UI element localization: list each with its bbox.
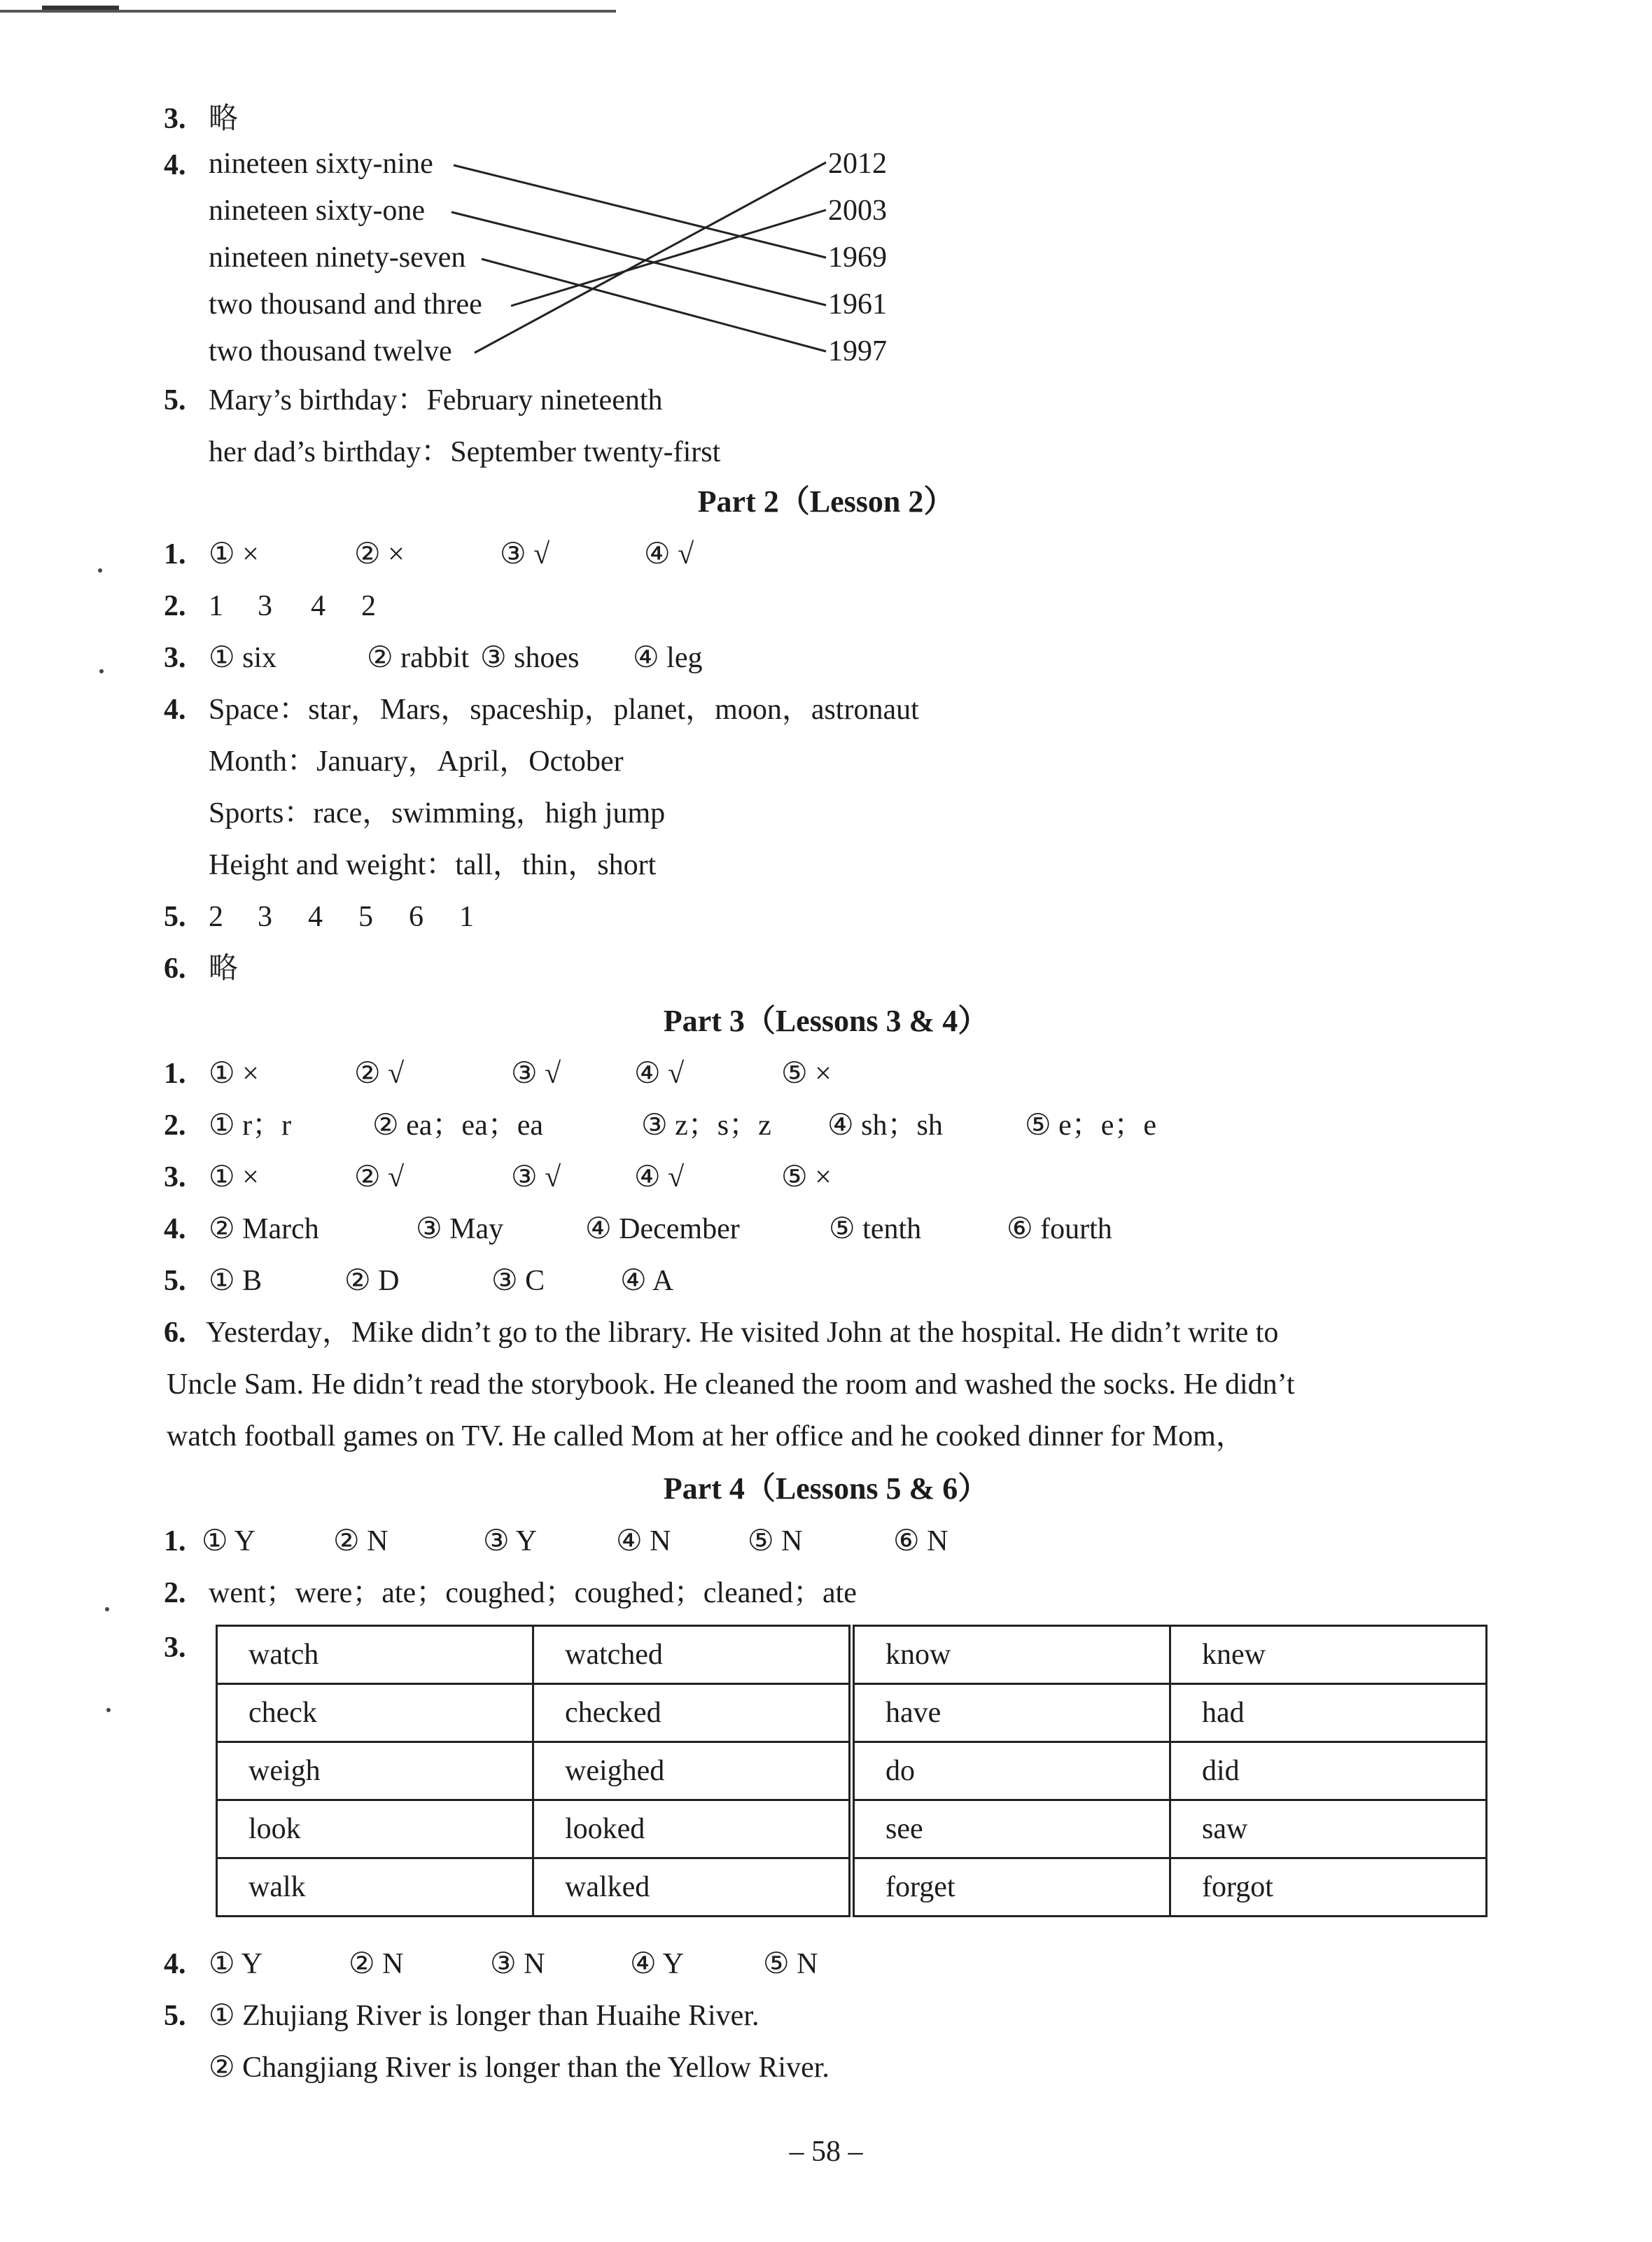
table-cell: knew: [1170, 1626, 1487, 1684]
match-line-2003: [511, 210, 826, 306]
table-cell: weighed: [533, 1742, 852, 1800]
p3-q1: 1. ① × ② √ ③ √ ④ √ ⑤ ×: [164, 1058, 832, 1090]
table-cell: walked: [533, 1858, 852, 1917]
scan-speck: [98, 568, 102, 573]
part3-heading: Part 3（Lessons 3 & 4）: [663, 1004, 989, 1038]
p3-q2: 2. ① r；r ② ea；ea；ea ③ z；s；z ④ sh；sh ⑤ e；e；e: [164, 1109, 1157, 1142]
scan-speck: [106, 1708, 111, 1712]
p3-q4: 4. ② March ③ May ④ December ⑤ tenth ⑥ fourth: [164, 1213, 1112, 1245]
part4-heading: Part 4（Lessons 5 & 6）: [663, 1471, 989, 1506]
p3-q6-line2: Uncle Sam. He didn’t read the storybook. He cleaned the room and washed the socks. He didn’t: [167, 1368, 1295, 1401]
match-right-1: 2012: [828, 148, 887, 180]
part2-heading: Part 2（Lesson 2）: [697, 484, 955, 519]
match-left-1: nineteen sixty-nine: [209, 148, 433, 180]
match-right-2: 2003: [828, 195, 887, 227]
match-left-4: two thousand and three: [209, 288, 482, 321]
table-row: [217, 1742, 1487, 1800]
p2-q3: 3. ① six ② rabbit ③ shoes ④ leg: [164, 642, 703, 674]
table-cell: checked: [533, 1684, 852, 1742]
p3-q5: 5. ① B ② D ③ C ④ A: [164, 1265, 674, 1297]
table-cell: walk: [217, 1858, 533, 1917]
p2-q5: 5. 2 3 4 5 6 1: [164, 901, 474, 933]
scan-speck: [105, 1607, 109, 1611]
match-line-2012: [475, 162, 826, 353]
answer-text: 略: [209, 103, 239, 135]
match-right-4: 1961: [828, 288, 887, 321]
table-cell: check: [217, 1684, 533, 1742]
match-left-3: nineteen ninety-seven: [209, 241, 466, 274]
p2-q1: 1. ① × ② × ③ √ ④ √: [164, 538, 694, 570]
verb-forms-table: [216, 1625, 1488, 1917]
table-cell: forgot: [1170, 1858, 1487, 1917]
table-row: [217, 1684, 1487, 1742]
p4-q4: 4. ① Y ② N ③ N ④ Y ⑤ N: [164, 1948, 818, 1980]
p4-q2: 2. went；were；ate；coughed；coughed；cleaned；ate: [164, 1577, 857, 1609]
table-cell: did: [1170, 1742, 1487, 1800]
table-cell: had: [1170, 1684, 1487, 1742]
p1-q5: 5. Mary’s birthday：February nineteenth: [164, 384, 663, 416]
table-cell: have: [852, 1684, 1170, 1742]
table-cell: look: [217, 1800, 533, 1858]
table-cell: saw: [1170, 1800, 1487, 1858]
p4-q3-number: 3.: [164, 1632, 186, 1664]
p2-q4-line4: Height and weight：tall，thin，short: [209, 849, 657, 881]
question-number: 3.: [164, 103, 186, 135]
p3-q6-line3: watch football games on TV. He called Mom at her office and he cooked dinner for Mom，: [167, 1420, 1245, 1452]
scan-speck: [99, 669, 104, 673]
p2-q2: 2. 1 3 4 2: [164, 590, 376, 622]
p3-q3: 3. ① × ② √ ③ √ ④ √ ⑤ ×: [164, 1161, 832, 1193]
p2-q4: 4. Space：star，Mars，spaceship，planet，moon，astronaut: [164, 694, 919, 726]
table-cell: forget: [852, 1858, 1170, 1917]
match-line-1969: [454, 165, 826, 258]
table-cell: watch: [217, 1626, 533, 1684]
p4-q1: 1. ① Y ② N ③ Y ④ N ⑤ N ⑥ N: [164, 1525, 948, 1557]
p2-q6: 6. 略: [164, 953, 239, 985]
table-cell: looked: [533, 1800, 852, 1858]
table-row: [217, 1858, 1487, 1917]
table-cell: watched: [533, 1626, 852, 1684]
p1-q4-number: 4.: [164, 149, 186, 181]
table-cell: see: [852, 1800, 1170, 1858]
match-left-2: nineteen sixty-one: [209, 195, 426, 227]
p2-q4-line2: Month：January，April，October: [209, 745, 624, 778]
table-cell: know: [852, 1626, 1170, 1684]
table-cell: do: [852, 1742, 1170, 1800]
matching-lines: [0, 0, 1652, 420]
p4-q5-line2: ② Changjiang River is longer than the Yellow River.: [209, 2052, 830, 2084]
p4-q5: 5. ① Zhujiang River is longer than Huaihe River.: [164, 2000, 760, 2032]
page-number: – 58 –: [789, 2136, 863, 2168]
table-row: [217, 1626, 1487, 1684]
table-row: [217, 1800, 1487, 1858]
p3-q6: 6. Yesterday，Mike didn’t go to the library. He visited John at the hospital. He didn’t write to: [164, 1317, 1279, 1349]
match-right-3: 1969: [828, 241, 887, 274]
match-left-5: two thousand twelve: [209, 335, 452, 367]
p1-q5-line2: her dad’s birthday：September twenty-first: [209, 436, 721, 468]
match-right-5: 1997: [828, 335, 887, 367]
p2-q4-line3: Sports：race，swimming，high jump: [209, 797, 666, 829]
table-cell: weigh: [217, 1742, 533, 1800]
match-line-1997: [482, 259, 826, 351]
